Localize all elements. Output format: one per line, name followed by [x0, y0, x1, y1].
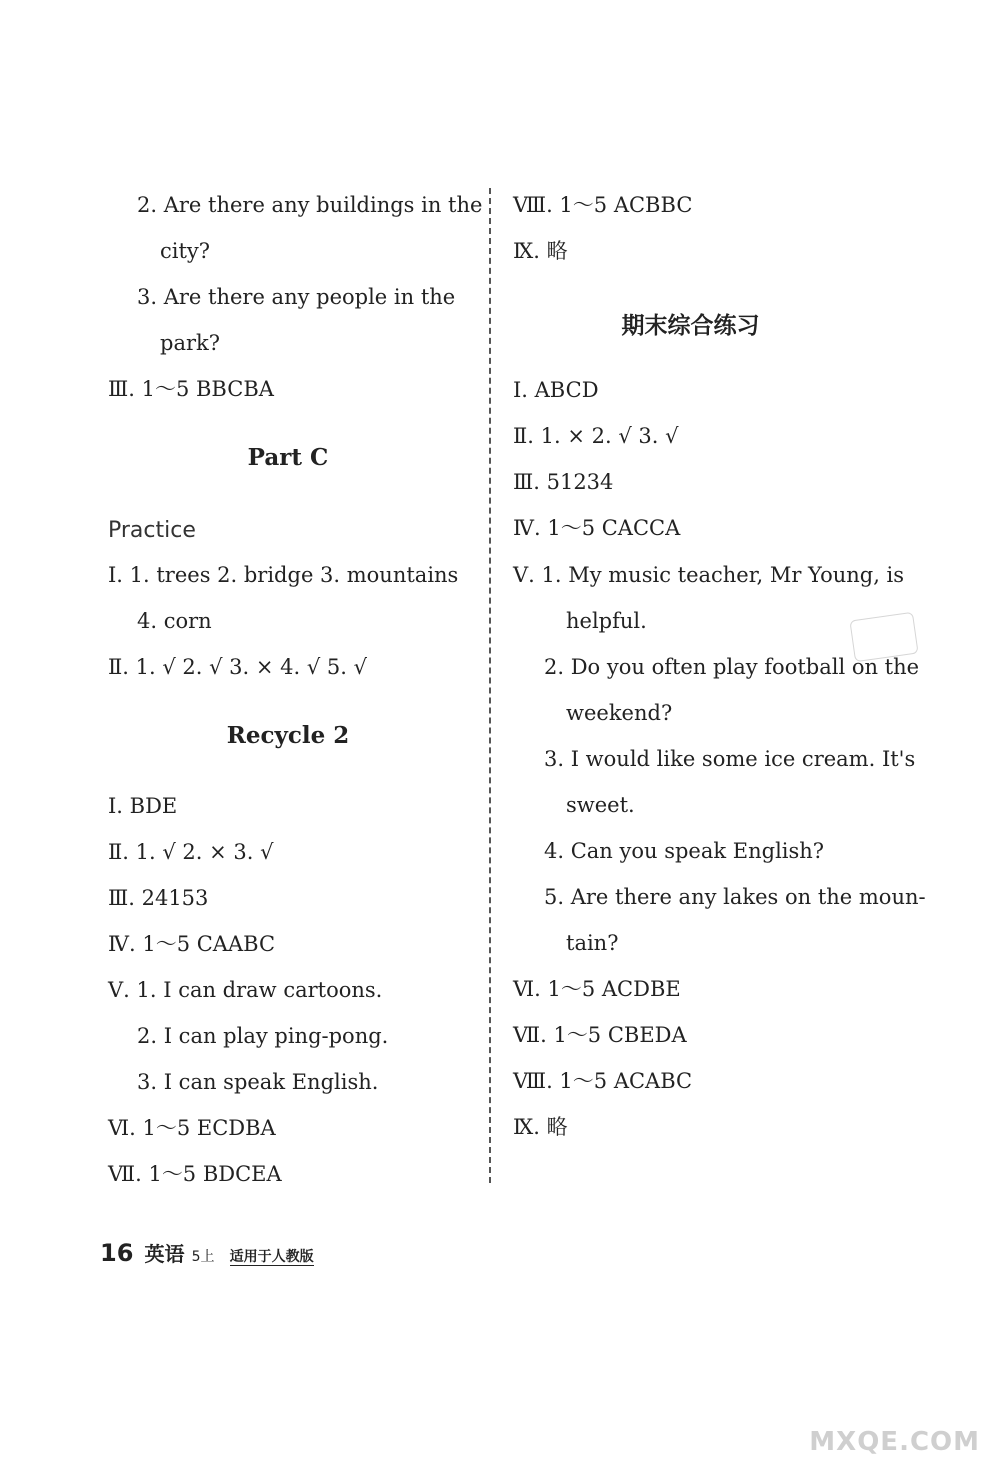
answer-line: Ⅴ. 1. My music teacher, Mr Young, is — [513, 563, 905, 587]
answer-line: Ⅵ. 1～5 ECDBA — [108, 1116, 276, 1140]
answer-line: 4. corn — [137, 609, 212, 633]
section-heading-part-c: Part C — [247, 444, 329, 471]
answer-line: Ⅱ. 1. × 2. √ 3. √ — [513, 424, 679, 448]
answer-line: 5. Are there any lakes on the moun- — [544, 885, 926, 909]
page-number: 16 — [100, 1239, 134, 1267]
answer-line: helpful. — [566, 609, 647, 633]
stamp-graphic — [849, 612, 918, 662]
answer-line: Ⅰ. BDE — [108, 794, 178, 818]
answer-line: Ⅲ. 51234 — [513, 470, 614, 494]
answer-line: 3. I can speak English. — [137, 1070, 379, 1094]
answer-line: Ⅷ. 1～5 ACABC — [513, 1069, 693, 1093]
answer-line: Ⅶ. 1～5 CBEDA — [513, 1023, 687, 1047]
answer-line: city? — [160, 239, 211, 263]
column-divider — [489, 188, 491, 1183]
answer-line: Ⅱ. 1. √ 2. × 3. √ — [108, 840, 274, 864]
answer-line: 2. Are there any buildings in the — [137, 193, 483, 217]
answer-line: Ⅱ. 1. √ 2. √ 3. × 4. √ 5. √ — [108, 655, 368, 679]
answer-line: Ⅶ. 1～5 BDCEA — [108, 1162, 282, 1186]
answer-line: Ⅸ. 略 — [513, 1115, 568, 1139]
answer-line: Ⅷ. 1～5 ACBBC — [513, 193, 693, 217]
answer-line: weekend? — [566, 701, 673, 725]
answer-line: Ⅳ. 1～5 CACCA — [513, 516, 681, 540]
answer-line: 3. Are there any people in the — [137, 285, 456, 309]
section-heading-recycle-2: Recycle 2 — [226, 722, 350, 749]
answer-line: 2. I can play ping-pong. — [137, 1024, 389, 1048]
answer-line: tain? — [566, 931, 619, 955]
answer-line: Ⅸ. 略 — [513, 239, 568, 263]
answer-line: Ⅵ. 1～5 ACDBE — [513, 977, 681, 1001]
answer-line: Ⅲ. 24153 — [108, 886, 209, 910]
page-footer — [100, 1238, 314, 1267]
answer-line: Ⅰ. ABCD — [513, 378, 599, 402]
practice-label: Practice — [108, 518, 196, 543]
subject-label: 英语 — [144, 1242, 185, 1266]
answer-line: Ⅳ. 1～5 CAABC — [108, 932, 276, 956]
section-heading-final-review: 期末综合练习 — [621, 313, 760, 339]
watermark: MXQE.COM — [809, 1427, 980, 1457]
answer-line: Ⅰ. 1. trees 2. bridge 3. mountains — [108, 563, 459, 587]
answer-line: sweet. — [566, 793, 635, 817]
answer-line: 2. Do you often play football on the — [544, 655, 920, 679]
answer-line: Ⅴ. 1. I can draw cartoons. — [108, 978, 383, 1002]
answer-line: Ⅲ. 1～5 BBCBA — [108, 377, 274, 401]
edition-label: 适用于人教版 — [229, 1249, 314, 1265]
answer-line: park? — [160, 331, 220, 355]
answer-line: 3. I would like some ice cream. It's — [544, 747, 916, 771]
answer-line: 4. Can you speak English? — [544, 839, 825, 863]
grade-label: 5上 — [191, 1249, 215, 1265]
